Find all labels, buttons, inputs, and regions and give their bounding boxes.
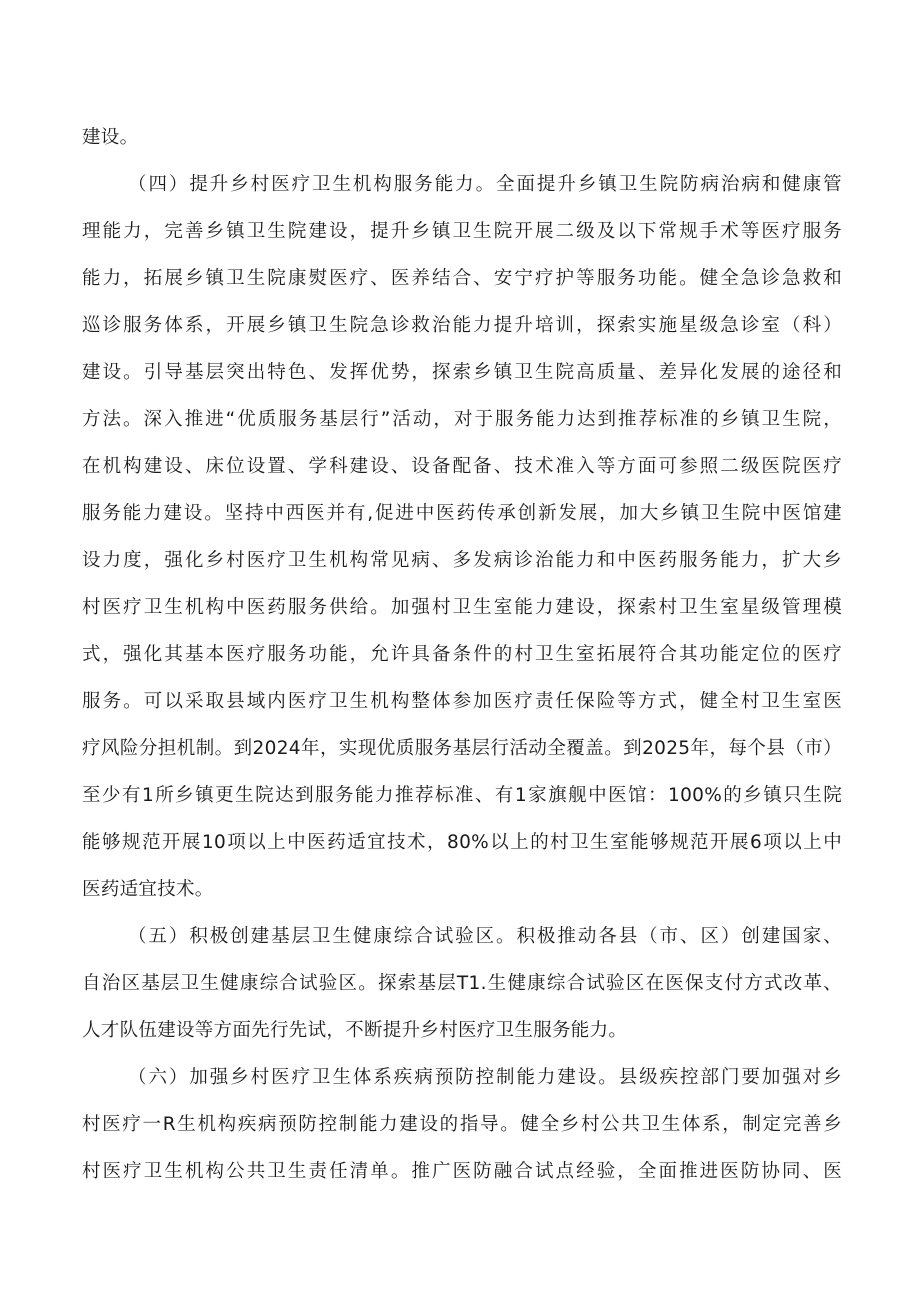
text-line: 能够规范开展10项以上中医药适宜技术，80%以上的村卫生室能够规范开展6项以上中: [82, 832, 842, 853]
text-line: 方法。深入推进“优质服务基层行”活动，对于服务能力达到推荐标准的乡镇卫生院，: [82, 409, 842, 430]
text-line: 巡诊服务体系，开展乡镇卫生院急诊救治能力提升培训，探索实施星级急诊室（科）: [82, 315, 842, 336]
text-line: （四）提升乡村医疗卫生机构服务能力。全面提升乡镇卫生院防病治病和健康管: [128, 174, 842, 195]
text-line: 至少有1所乡镇更生院达到服务能力推荐标准、有1家旗舰中医馆：100%的乡镇只生院: [82, 785, 842, 806]
text-line: 村医疗卫生机构中医药服务供给。加强村卫生室能力建设，探索村卫生室星级管理模: [82, 597, 842, 618]
text-line: 建设。引导基层突出特色、发挥优势，探索乡镇卫生院高质量、差异化发展的途径和: [82, 362, 842, 383]
text-line: 能力，拓展乡镇卫生院康熨医疗、医养结合、安宁疗护等服务功能。健全急诊急救和: [82, 268, 842, 289]
text-line: 服务。可以采取县域内医疗卫生机构整体参加医疗责任保险等方式，健全村卫生室医: [82, 691, 842, 712]
text-line: 村医疗卫生机构公共卫生责任清单。推广医防融合试点经验，全面推进医防协同、医: [82, 1161, 842, 1182]
text-line: 式，强化其基本医疗服务功能，允许具备条件的村卫生室拓展符合其功能定位的医疗: [82, 644, 842, 665]
text-line: （六）加强乡村医疗卫生体系疾病预防控制能力建设。县级疾控部门要加强对乡: [128, 1067, 842, 1088]
text-line: 自治区基层卫生健康综合试验区。探索基层T1.生健康综合试验区在医保支付方式改革、: [82, 973, 842, 994]
text-line: 理能力，完善乡镇卫生院建设，提升乡镇卫生院开展二级及以下常规手术等医疗服务: [82, 221, 842, 242]
text-line: （五）积极创建基层卫生健康综合试验区。积极推动各县（市、区）创建国家、: [128, 926, 842, 947]
text-line: 设力度，强化乡村医疗卫生机构常见病、多发病诊治能力和中医药服务能力，扩大乡: [82, 550, 842, 571]
text-line: 在机构建设、床位设置、学科建设、设备配备、技术准入等方面可参照二级医院医疗: [82, 456, 842, 477]
text-line: 村医疗一R生机构疾病预防控制能力建设的指导。健全乡村公共卫生体系，制定完善乡: [82, 1114, 842, 1135]
text-line: 医药适宜技术。: [82, 879, 214, 900]
text-line: 服务能力建设。坚持中西医并有,促进中医药传承创新发展，加大乡镇卫生院中医馆建: [82, 503, 842, 524]
text-line: 疗风险分担机制。到2024年，实现优质服务基层行活动全覆盖。到2025年，每个县（市）: [82, 738, 842, 759]
text-line: 建设。: [82, 127, 139, 148]
text-line: 人才队伍建设等方面先行先试，不断提升乡村医疗卫生服务能力。: [82, 1020, 628, 1041]
